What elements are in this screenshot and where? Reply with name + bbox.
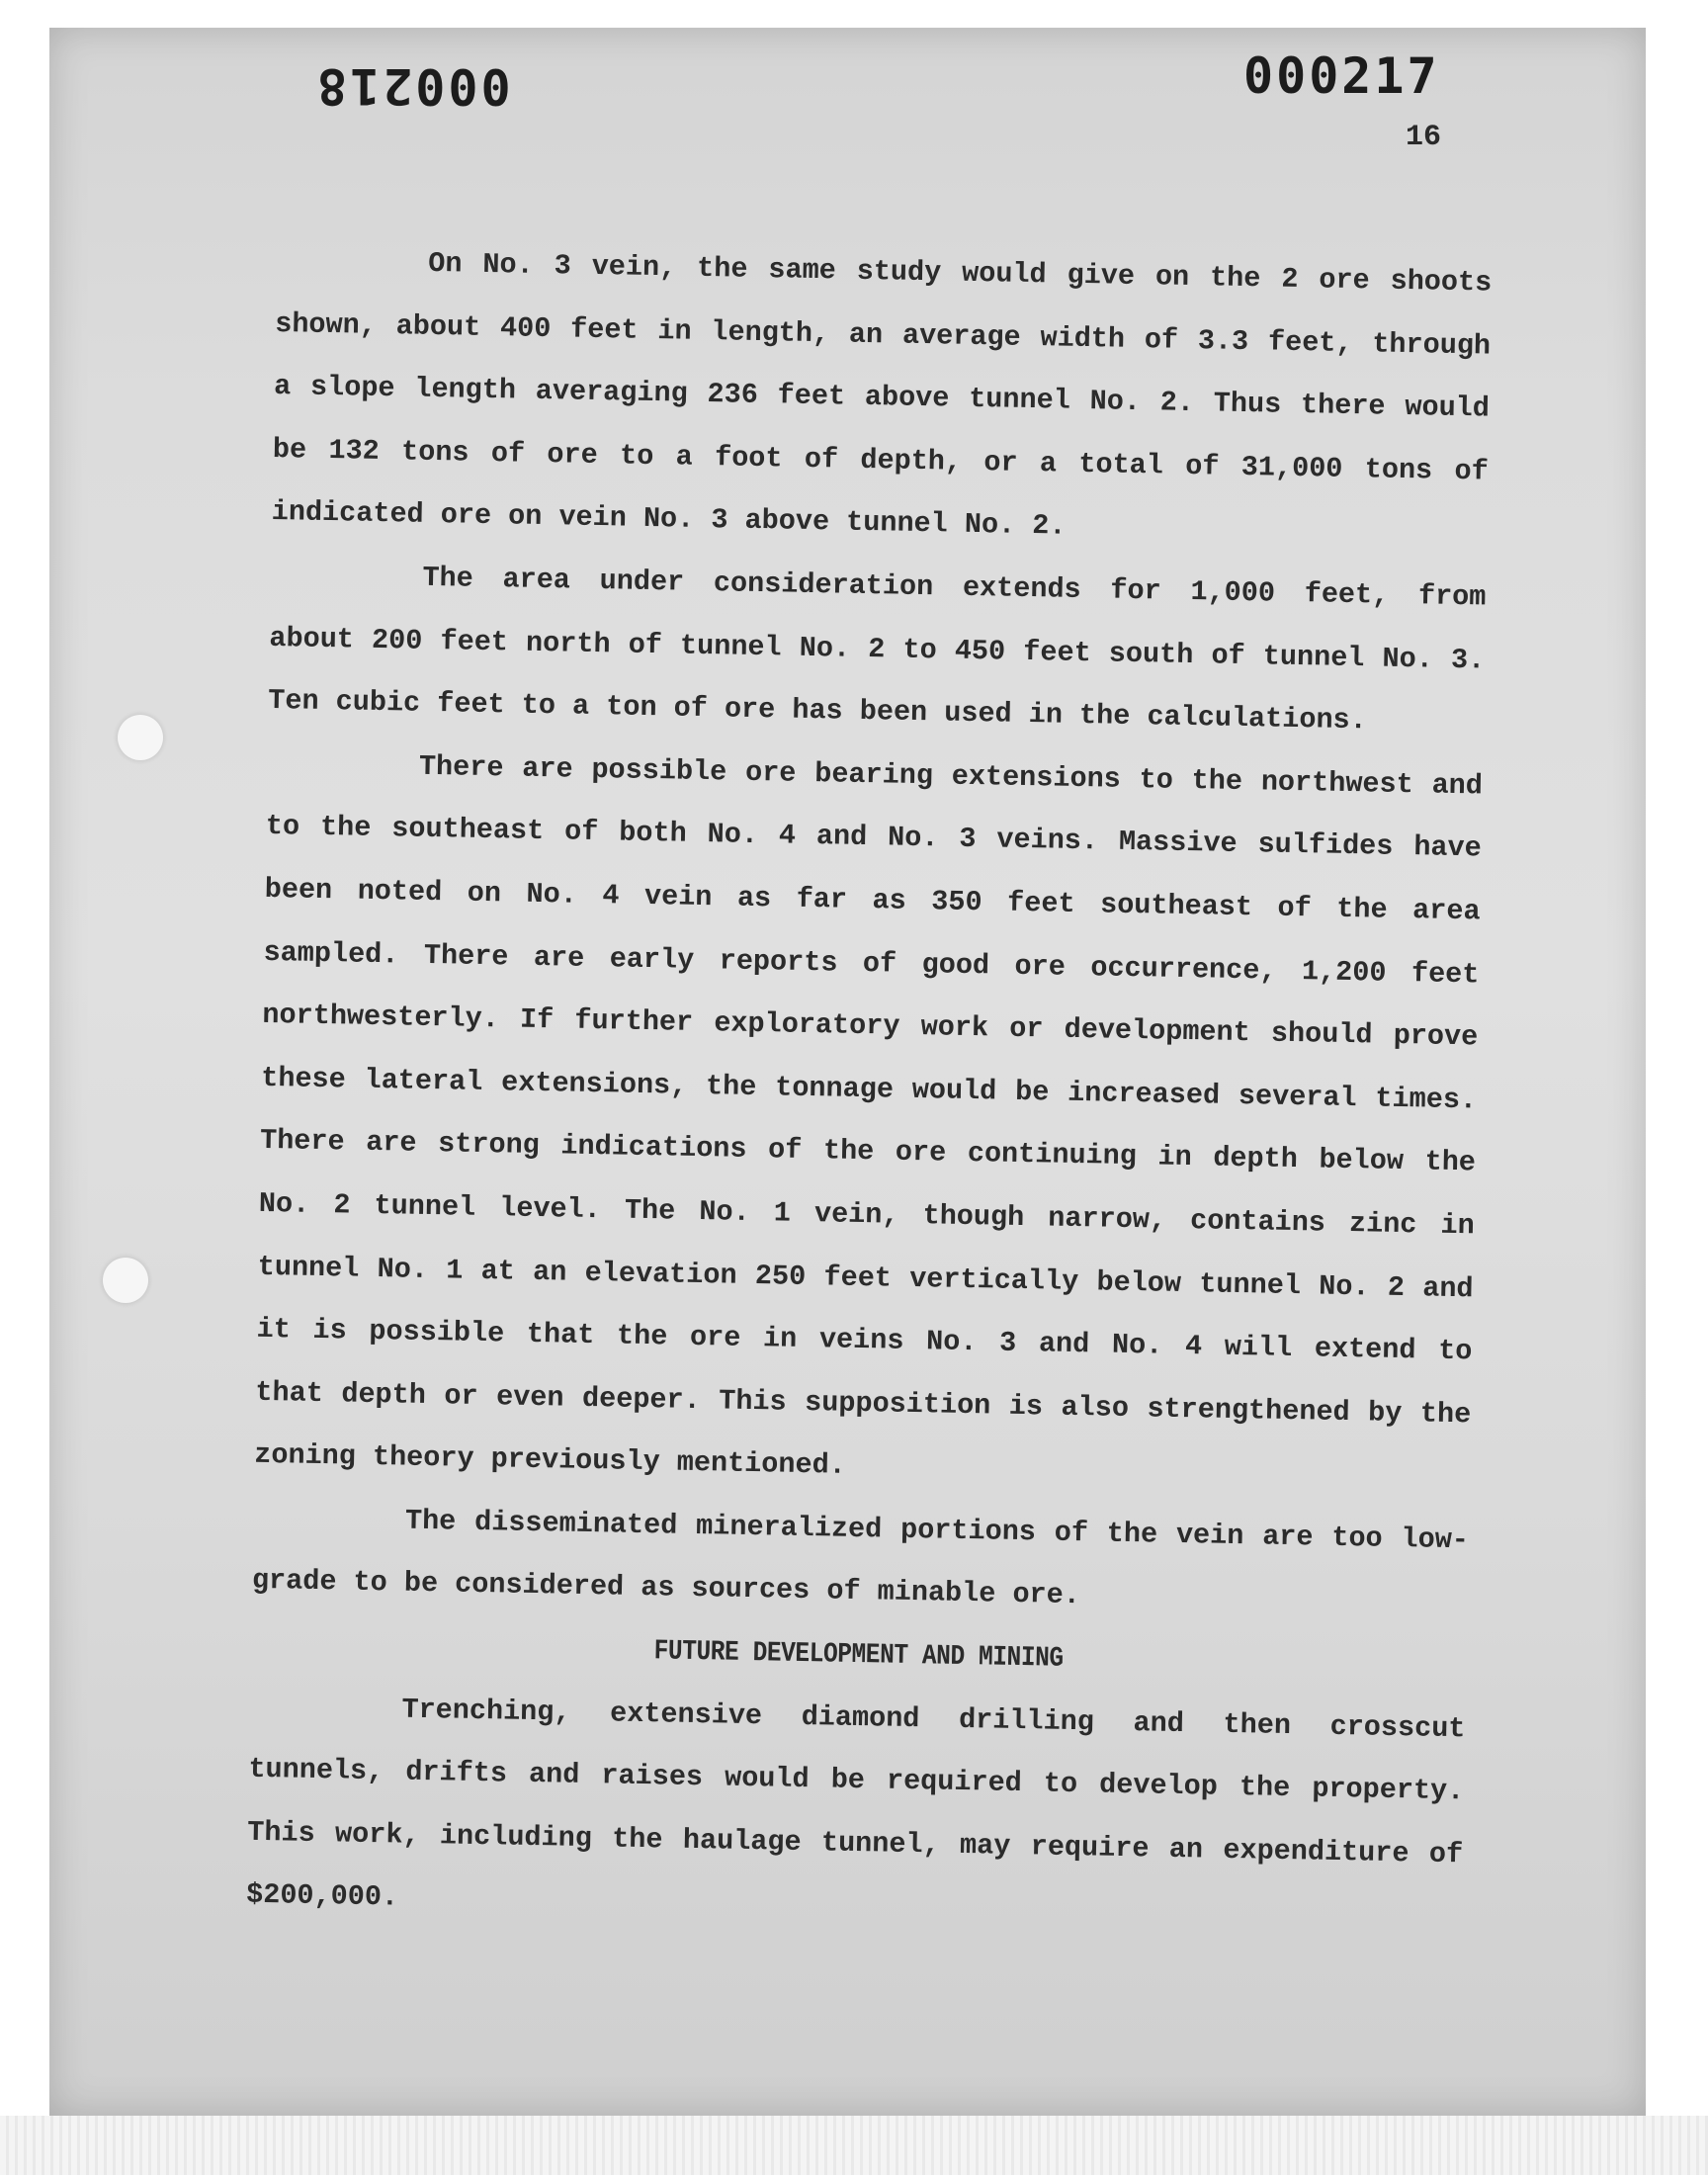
- punch-hole-lower: [103, 1258, 148, 1303]
- bates-stamp: 000217: [1243, 47, 1440, 105]
- scan-edge-strip: [0, 2116, 1708, 2175]
- inverted-bates-stamp: 000218: [314, 57, 511, 115]
- section-heading: FUTURE DEVELOPMENT AND MINING: [653, 1634, 1064, 1675]
- paragraph-area-extent: The area under consideration extends for 1,000 feet, from about 200 feet north of tunnel No. 2 to 450 feet south of tunnel No. 3. Ten cubic feet to a ton of ore has been used in the calculations.: [267, 561, 1487, 738]
- paragraph-disseminated-portions: The disseminated mineralized portions of the vein are too low-grade to be considered as sources of minable ore.: [251, 1504, 1470, 1612]
- paragraph-vein-3-ore: On No. 3 vein, the same study would give on the 2 ore shoots shown, about 400 feet in length, an average width of 3.3 feet, through a slope length averaging 236 feet above tunnel No. 2. Thus there would be 132 tons of ore to a foot of depth, or a total of 31,000 tons of indicated ore on vein No. 3 above tunnel No. 2.: [271, 246, 1493, 544]
- punch-hole-upper: [118, 715, 163, 760]
- document-body: [246, 229, 1493, 1949]
- page-number: 16: [1406, 121, 1442, 154]
- paragraph-possible-extensions: There are possible ore bearing extensions to the northwest and to the southeast of both No. 4 and No. 3 veins. Massive sulfides have been noted on No. 4 vein as far as 350 feet southeast of the area sampled. There are early reports of good ore occurrence, 1,200 feet northwesterly. If further exploratory work or development should prove these lateral extensions, the tonnage would be increased several times. There are strong indications of the ore continuing in depth below the No. 2 tunnel level. The No. 1 vein, though narrow, contains zinc in tunnel No. 1 at an elevation 250 feet vertically below tunnel No. 2 and it is possible that the ore in veins No. 3 and No. 4 will extend to that depth or even deeper. This supposition is also strengthened by the zoning theory previously mentioned.: [253, 749, 1484, 1483]
- paragraph-development-cost: Trenching, extensive diamond drilling and then crosscut tunnels, drifts and raises would be required to develop the property. This work, including the haulage tunnel, may require an expenditure of $200,000.: [245, 1693, 1466, 1914]
